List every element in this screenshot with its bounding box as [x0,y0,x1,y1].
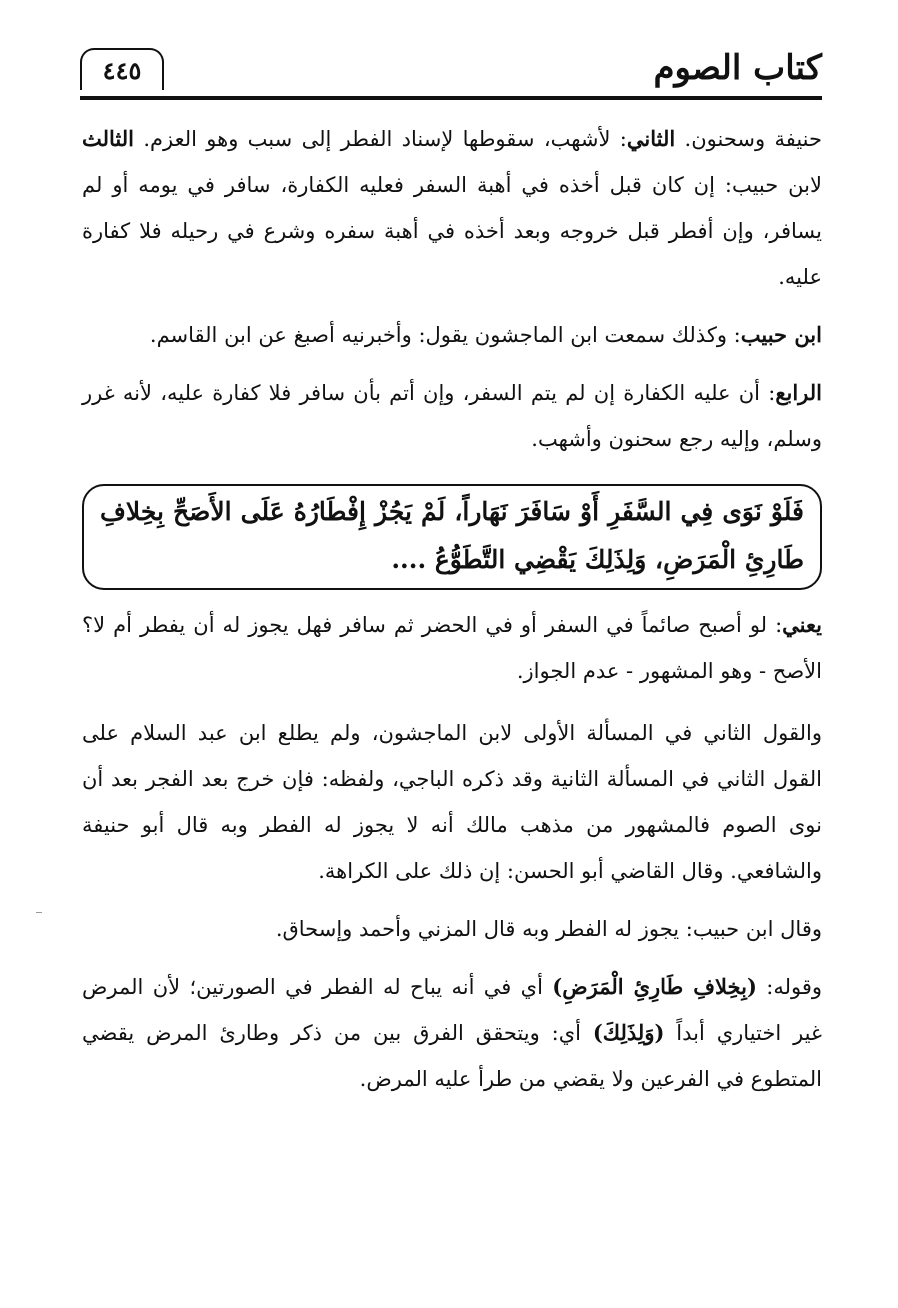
paragraph-6-text: وقال ابن حبيب: يجوز له الفطر وبه قال المزني وأحمد وإسحاق. [275,917,822,941]
paragraph-3 [82,370,822,462]
paragraph-5 [82,710,822,894]
matn-citation-2: (وَلِذَلِكَ) [592,1020,665,1045]
paragraph-5-text: والقول الثاني في المسألة الأولى لابن الماجشون، ولم يطلع ابن عبد السلام على القول الثاني في المسألة الثانية وقد ذكره الباجي، ولفظه: فإن خرج بعد الفجر بعد أن نوى الصوم فالمشهور من مذهب مالك أنه لا يجوز له الفطر وبه قال أبو حنيفة والشافعي. وقال القاضي أبو الحسن: إن ذلك على الكراهة. [82,721,822,883]
keyword-second: الثاني [626,126,676,151]
paragraph-4 [82,602,822,694]
page-header [80,42,822,100]
matn-citation-1: (بِخِلافِ طَارِئِ الْمَرَضِ) [552,974,757,999]
paragraph-6 [82,906,822,952]
paragraph-7 [82,964,822,1102]
page-number: ٤٤٥ [80,48,164,90]
page-body [82,116,822,1102]
paragraph-4-text: : لو أصبح صائماً في السفر أو في الحضر ثم سافر فهل يجوز له أن يفطر أم لا؟ الأصح - وهو المشهور - عدم الجواز. [82,613,822,683]
scan-mark [36,912,42,913]
paragraph-2 [82,312,822,358]
paragraph-7-text-a: وقوله: [756,975,823,999]
paragraph-7-text-c: أي: ويتحقق الفرق بين من ذكر وطارئ المرض يقضي المتطوع في الفرعين ولا يقضي من طرأ عليه المرض. [82,1021,822,1091]
keyword-ibn-habib: ابن حبيب [740,322,822,347]
paragraph-7-text-b: أي في أنه يباح له الفطر في الصورتين؛ لأن المرض غير اختياري أبداً [82,975,822,1045]
keyword-third: الثالث [82,126,134,151]
paragraph-1-text-c: لابن حبيب: إن كان قبل أخذه في أهبة السفر فعليه الكفارة، سافر في يومه أو لم يسافر، وإن أفطر قبل خروجه وبعد أخذه في أهبة سفره وشرع في رحيله فلا كفارة عليه. [82,173,822,289]
paragraph-1-text-b: : لأشهب، سقوطها لإسناد الفطر إلى سبب وهو العزم. [134,127,627,151]
keyword-meaning: يعني [782,612,822,637]
book-title: كتاب الصوم [653,48,822,88]
paragraph-2-text: : وكذلك سمعت ابن الماجشون يقول: وأخبرنيه أصبغ عن ابن القاسم. [149,323,741,347]
matn-quote-box: فَلَوْ نَوَى فِي السَّفَرِ أَوْ سَافَرَ نَهَاراً، لَمْ يَجُزْ إِفْطَارُهُ عَلَى الأَصَحِّ بِخِلافِ طَارِئِ الْمَرَضِ، وَلِذَلِكَ يَقْضِي التَّطَوُّعُ .... [82,484,822,590]
header-rule [80,96,822,100]
paragraph-1-text-a: حنيفة وسحنون. [675,127,822,151]
keyword-fourth: الرابع [775,380,822,405]
paragraph-3-text: : أن عليه الكفارة إن لم يتم السفر، وإن أتم بأن سافر فلا كفارة عليه، لأنه غرر وسلم، وإليه رجع سحنون وأشهب. [82,381,822,451]
paragraph-1 [82,116,822,300]
